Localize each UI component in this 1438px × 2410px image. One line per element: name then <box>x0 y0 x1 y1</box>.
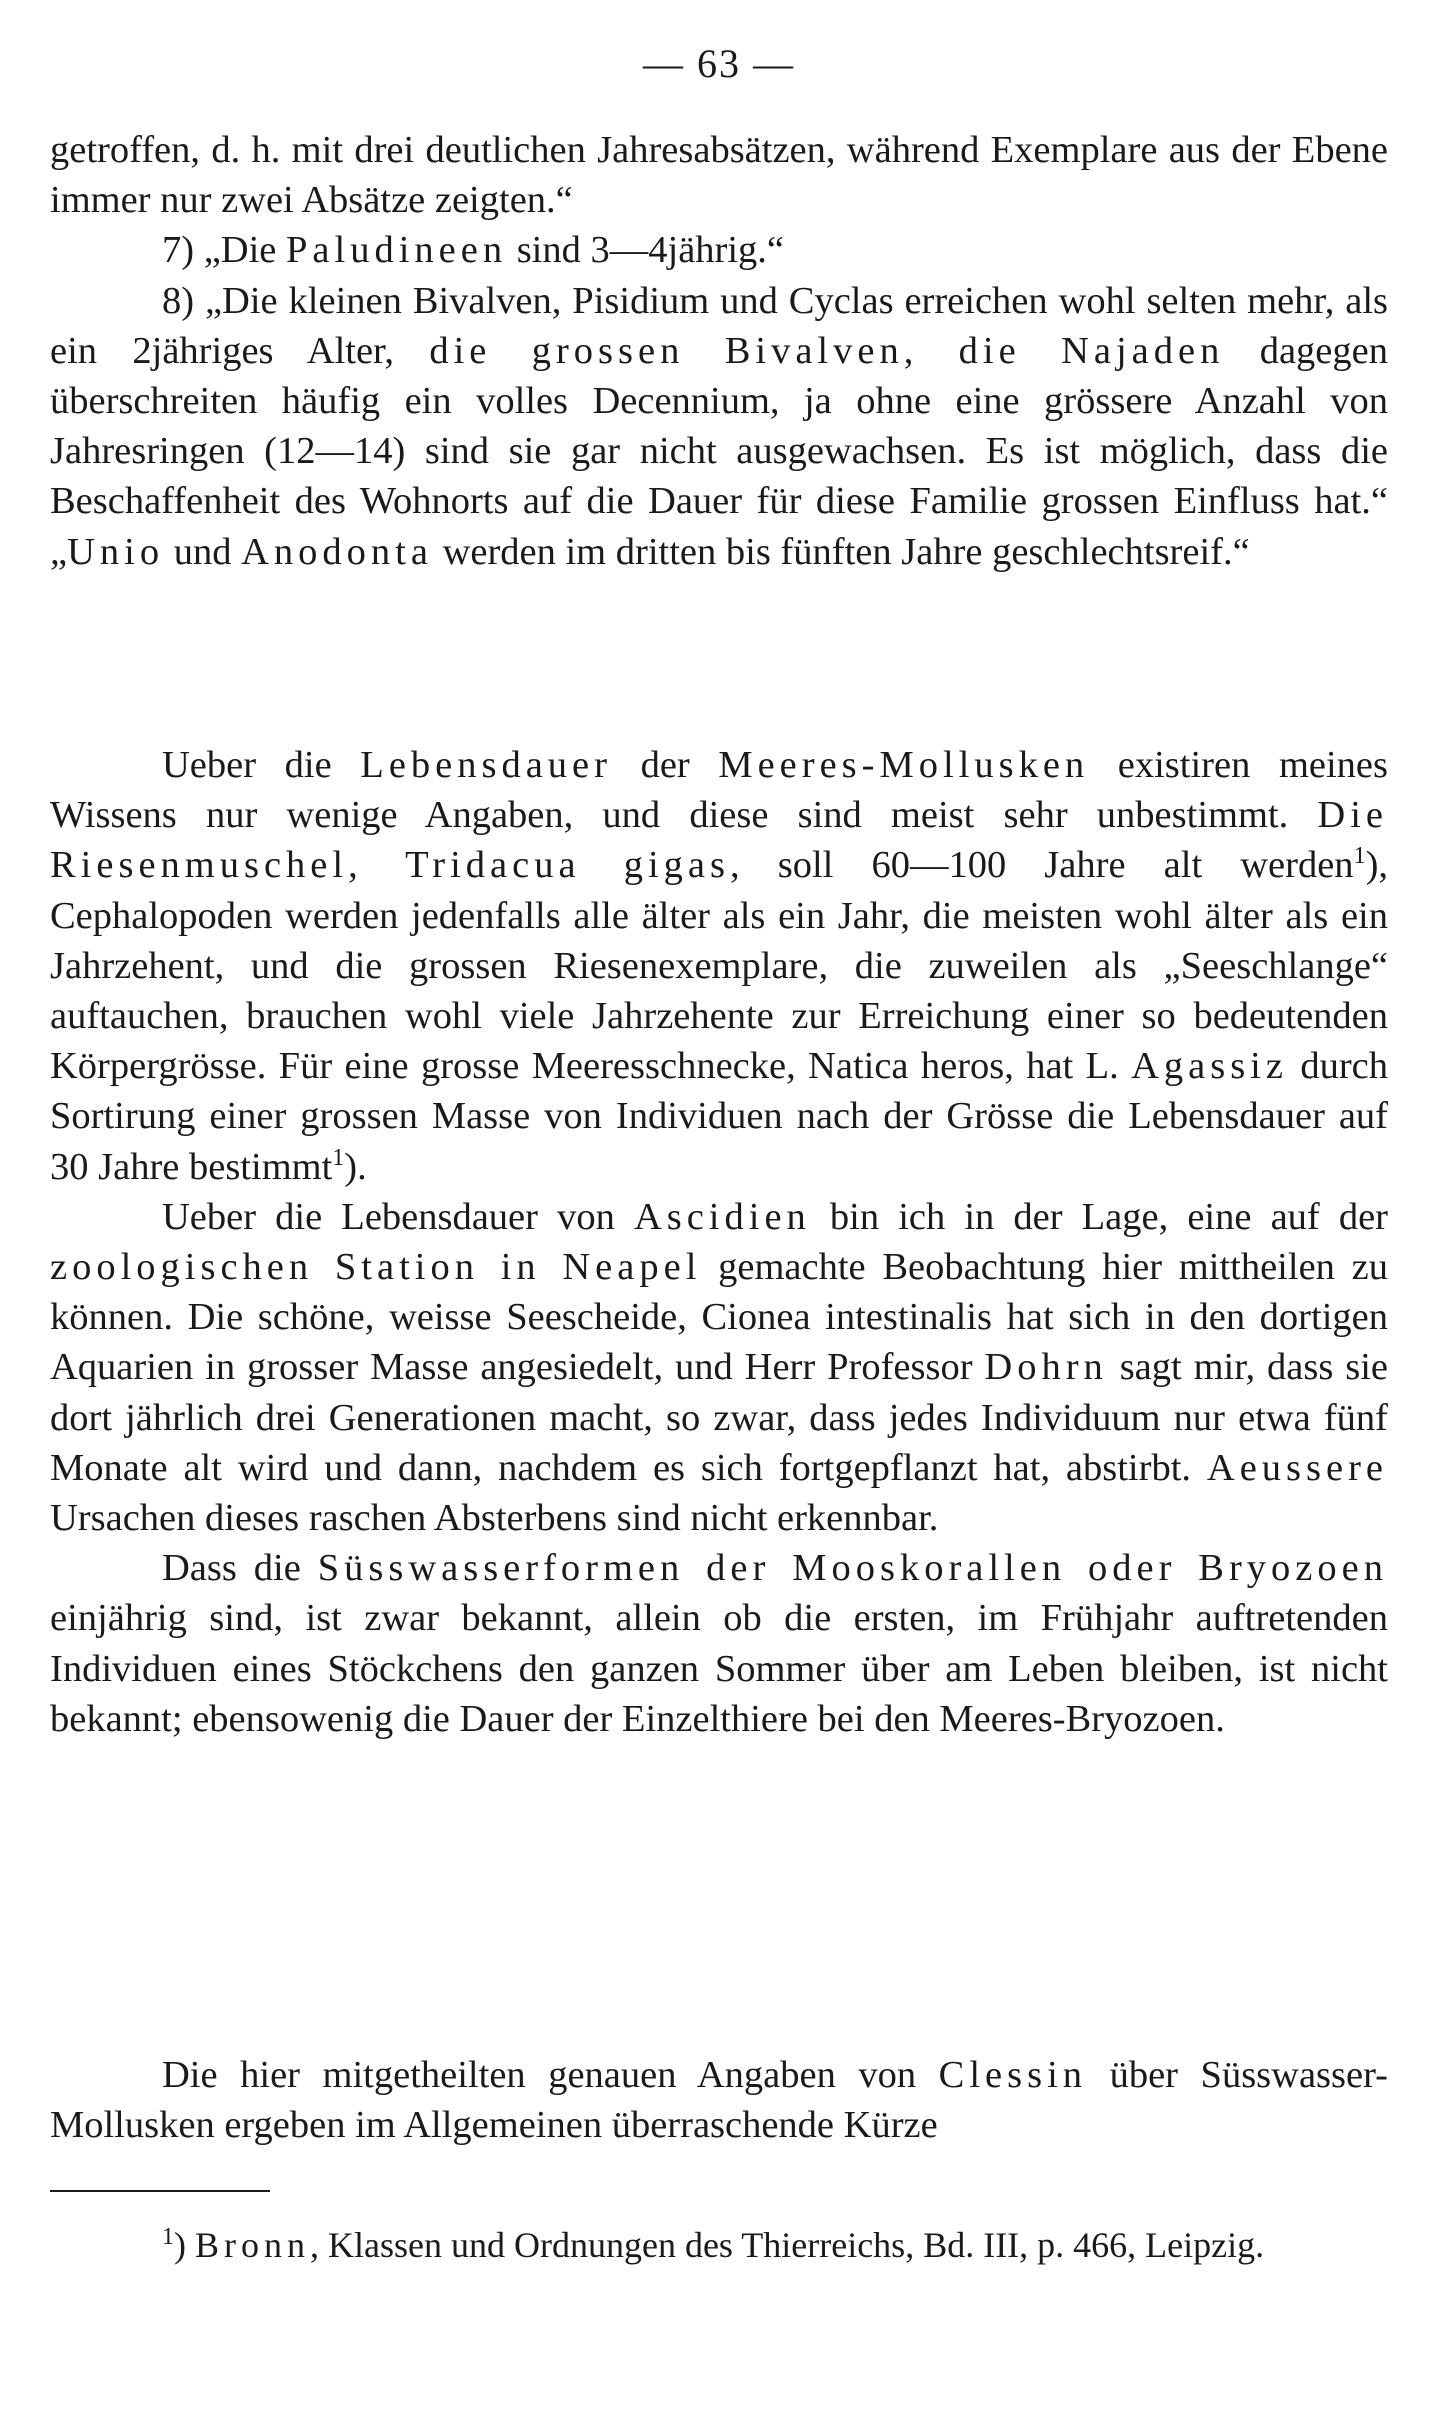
page-number: — 63 — <box>643 41 795 86</box>
footnote <box>50 2220 1388 2270</box>
text-run: werden im dritten bis fünften Jahre geschlechtsreif.“ <box>432 530 1250 573</box>
footnote-marker: 1 <box>162 2224 174 2250</box>
spaced-term: die grossen Bivalven, die Najaden <box>429 329 1225 372</box>
text-block-3 <box>50 2050 1388 2150</box>
paragraph-text: getroffen, d. h. mit drei deutlichen Jahresabsätzen, während Exemplare aus der Ebene immer nur zwei Absätze zeigten.“ <box>50 129 1388 222</box>
spaced-term: Clessin <box>938 2054 1088 2096</box>
paragraph-clessin <box>50 2050 1388 2150</box>
text-run: ), Cephalopoden werden jedenfalls alle älter als ein Jahr, die meisten wohl älter als ein Jahrzehent, und die grossen Riesenexemplare, die zuweilen als „Seeschlange“ auftauchen, brauchen wohl viele Jahrzehente zur Erreichung einer so bedeutenden Körpergrösse. Für eine grosse Meeresschnecke, Natica heros, hat L. <box>50 844 1389 1088</box>
text-run: und <box>164 530 242 573</box>
text-run: , soll 60—100 Jahre alt werden <box>729 844 1354 887</box>
paragraph-bryozoen <box>50 1543 1388 1744</box>
text-run: Ueber die <box>162 744 361 786</box>
text-block-2 <box>50 740 1388 1744</box>
footnote-ref: 1 <box>1353 843 1366 870</box>
text-run: , Klassen und Ordnungen des Thierreichs, Bd. III, p. 466, Leipzig. <box>310 2225 1265 2265</box>
paragraph-meeres-mollusken <box>50 740 1388 1192</box>
spaced-term: Dohrn <box>984 1346 1108 1389</box>
paragraph-continuation <box>50 125 1388 225</box>
spaced-term: Ascidien <box>633 1195 811 1238</box>
text-run: Ursachen dieses raschen Absterbens sind nicht erkennbar. <box>50 1497 939 1540</box>
footnote-divider <box>50 2190 270 2192</box>
spaced-term: Paludineen <box>286 229 508 272</box>
text-run: dagegen überschreiten häufig ein volles Decennium, ja ohne eine grössere Anzahl von Jahresringen (12—14) sind sie gar nicht ausgewachsen. Es ist möglich, dass die Beschaffenheit des Wohnorts auf die Dauer für diese Familie grossen Einfluss hat.“ „ <box>50 329 1388 573</box>
paragraph-item-8 <box>50 276 1388 577</box>
spaced-term: Unio <box>67 530 165 573</box>
paragraph-ascidien <box>50 1192 1388 1543</box>
spaced-term: Bronn <box>195 2225 310 2265</box>
text-run: bin ich in der Lage, eine auf der <box>810 1195 1388 1238</box>
text-run: 7) „Die <box>162 229 286 272</box>
text-block-1 <box>50 125 1388 577</box>
spaced-term: Meeres-Mollusken <box>718 744 1090 786</box>
text-run: über Süsswasser-Mollusken ergeben im Allgemeinen überraschende Kürze <box>50 2054 1388 2147</box>
spaced-term: Agassiz <box>1131 1045 1288 1088</box>
text-run: 8) „Die kleinen Bivalven, Pisidium und Cyclas erreichen wohl selten mehr, als ein 2jähriges Alter, <box>50 279 1388 372</box>
spaced-term: Süsswasserformen der Mooskorallen oder Bryozoen <box>317 1547 1388 1590</box>
text-run: Dass die <box>162 1547 318 1590</box>
text-run: sind 3—4jährig.“ <box>507 229 785 272</box>
text-run: gemachte Beobachtung hier mittheilen zu können. Die schöne, weisse Seescheide, Cionea intestinalis hat sich in den dortigen Aquarien in grosser Masse angesiedelt, und Herr Professor <box>50 1246 1388 1389</box>
text-run: durch Sortirung einer grossen Masse von Individuen nach der Grösse die Lebensdauer auf 30 Jahre bestimmt <box>50 1045 1388 1188</box>
text-run: der <box>611 744 719 786</box>
text-run: Die hier mitgetheilten genauen Angaben von <box>162 2054 939 2096</box>
text-run: existiren meines Wissens nur wenige Angaben, und diese sind meist sehr unbestimmt. <box>50 744 1388 837</box>
text-run: einjährig sind, ist zwar bekannt, allein ob die ersten, im Frühjahr auftretenden Individuen eines Stöckchens den ganzen Sommer über am Leben bleiben, ist nicht bekannt; ebensowenig die Dauer der Einzelthiere bei den Meeres-Bryozoen. <box>50 1597 1388 1740</box>
text-run: sagt mir, dass sie dort jährlich drei Generationen macht, so zwar, dass jedes Individuum nur etwa fünf Monate alt wird und dann, nachdem es sich fortgepflanzt hat, abstirbt. <box>50 1346 1389 1489</box>
paragraph-item-7 <box>50 225 1388 275</box>
footnote-ref: 1 <box>332 1144 345 1171</box>
text-run: ). <box>344 1145 367 1188</box>
text-run: Ueber die Lebensdauer von <box>162 1195 634 1238</box>
spaced-term: Aeussere <box>1206 1446 1388 1489</box>
spaced-term: zoologischen Station in Neapel <box>50 1246 702 1289</box>
spaced-term: Lebensdauer <box>360 744 612 786</box>
spaced-term: Anodonta <box>241 530 433 573</box>
text-run: ) <box>174 2225 195 2265</box>
spaced-term: Die Riesenmuschel, Tridacua gigas <box>50 794 1388 887</box>
book-page <box>50 30 1388 2390</box>
footnote-text <box>50 2220 1388 2270</box>
